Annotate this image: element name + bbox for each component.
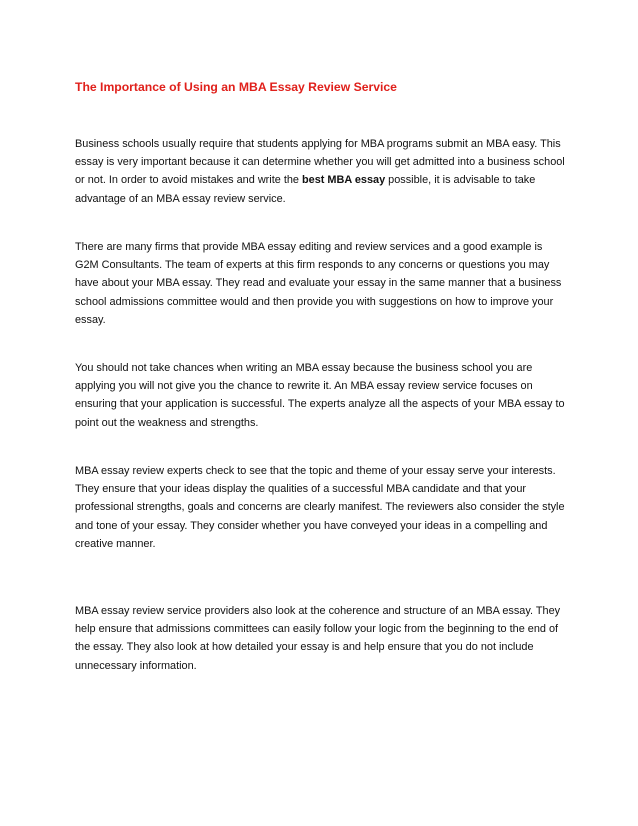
- paragraph-experts-check: MBA essay review experts check to see that the topic and theme of your essay serve your interests. They ensure that your ideas display the qualities of a successful MBA candidate and that your professional strengths, goals and concerns are clearly manifest. The reviewers also consider the style and tone of your essay. They consider whether you have conveyed your ideas in a compelling and creative manner.: [75, 465, 565, 550]
- paragraph-intro-text-end: possible, it is advisable to take advantage of an MBA essay review service.: [75, 174, 536, 205]
- paragraph-chances: You should not take chances when writing an MBA essay because the business school you are applying you will not give you the chance to rewrite it. An MBA essay review service focuses on ensuring that your application is successful. The experts analyze all the aspects of your MBA essay to point out the weakness and strengths.: [75, 362, 565, 429]
- paragraph-intro: [75, 135, 567, 208]
- bold-phrase-best-mba-essay: best MBA essay: [302, 174, 386, 187]
- page-title: The Importance of Using an MBA Essay Review Service: [75, 80, 397, 94]
- paragraph-coherence: MBA essay review service providers also look at the coherence and structure of an MBA essay. They help ensure that admissions committees can easily follow your logic from the beginning to the end of the essay. They also look at how detailed your essay is and help ensure that you do not include unnecessary information.: [75, 605, 561, 672]
- paragraph-intro-text-start: Business schools usually require that students applying for MBA programs submit an MBA easy. This essay is very important because it can determine whether you will get admitted into a business school or not. In order to avoid mistakes and write the: [75, 138, 565, 187]
- paragraph-firms: There are many firms that provide MBA essay editing and review services and a good example is G2M Consultants. The team of experts at this firm responds to any concerns or questions you may have about your MBA essay. They read and evaluate your essay in the same manner that a business school admissions committee would and then provide you with suggestions on how to improve your essay.: [75, 241, 562, 326]
